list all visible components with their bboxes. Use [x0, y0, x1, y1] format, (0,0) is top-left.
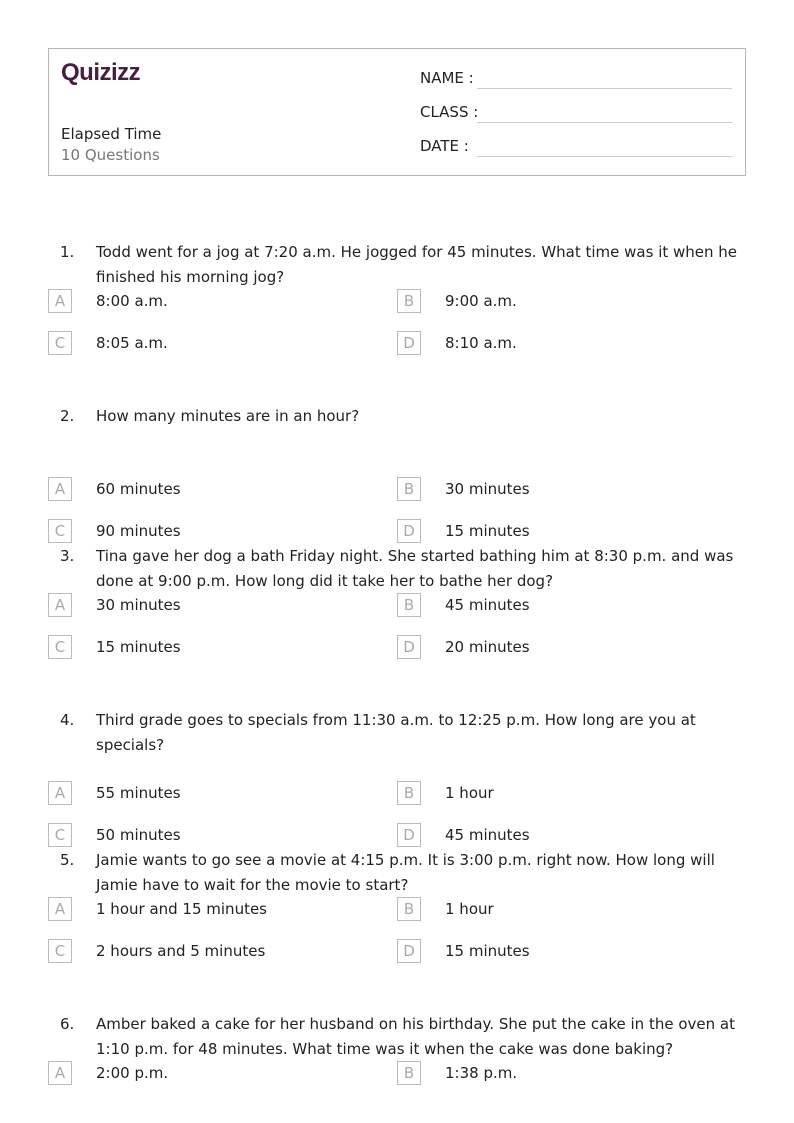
class-label: CLASS : [420, 103, 479, 121]
option-letter-box: A [48, 781, 72, 805]
question-text: Todd went for a jog at 7:20 a.m. He jogged for 45 minutes. What time was it when he finished his morning jog? [96, 243, 738, 286]
option-letter-box: B [397, 477, 421, 501]
worksheet-header [48, 48, 746, 176]
name-label: NAME : [420, 69, 474, 87]
question-text: Tina gave her dog a bath Friday night. She started bathing him at 8:30 p.m. and was done at 9:00 p.m. How long did it take her to bathe her dog? [96, 547, 734, 590]
class-line [477, 122, 732, 123]
option-letter-box: D [397, 519, 421, 543]
option-text: 2:00 p.m. [96, 1064, 169, 1082]
question-count: 10 Questions [61, 146, 160, 164]
option-letter-box: B [397, 897, 421, 921]
option-text: 20 minutes [445, 638, 530, 656]
option-text: 9:00 a.m. [445, 292, 517, 310]
option-text: 1 hour [445, 784, 494, 802]
option-text: 55 minutes [96, 784, 181, 802]
option-letter-box: A [48, 593, 72, 617]
option-letter-box: C [48, 823, 72, 847]
option-letter-box: C [48, 519, 72, 543]
option-text: 2 hours and 5 minutes [96, 942, 266, 960]
option-letter-box: B [397, 781, 421, 805]
option-text: 1 hour [445, 900, 494, 918]
date-label: DATE : [420, 137, 469, 155]
option-letter-box: B [397, 593, 421, 617]
option-text: 60 minutes [96, 480, 181, 498]
option-text: 8:05 a.m. [96, 334, 168, 352]
option-letter-box: C [48, 331, 72, 355]
question-number: 5. [60, 851, 75, 869]
option-letter-box: B [397, 1061, 421, 1085]
option-letter-box: A [48, 477, 72, 501]
option-text: 45 minutes [445, 826, 530, 844]
question-number: 3. [60, 547, 75, 565]
option-text: 1:38 p.m. [445, 1064, 518, 1082]
option-text: 90 minutes [96, 522, 181, 540]
date-line [477, 156, 732, 157]
question-text: Amber baked a cake for her husband on his birthday. She put the cake in the oven at 1:10 p.m. for 48 minutes. What time was it when the cake was done baking? [96, 1015, 735, 1058]
question-text: How many minutes are in an hour? [96, 407, 360, 425]
option-letter-box: C [48, 635, 72, 659]
class-field[interactable] [420, 103, 478, 121]
option-letter-box: A [48, 897, 72, 921]
option-text: 8:00 a.m. [96, 292, 168, 310]
option-text: 30 minutes [445, 480, 530, 498]
worksheet-title: Elapsed Time [61, 125, 162, 143]
option-text: 15 minutes [445, 522, 530, 540]
option-letter-box: C [48, 939, 72, 963]
option-letter-box: A [48, 289, 72, 313]
question-text: Jamie wants to go see a movie at 4:15 p.m. It is 3:00 p.m. right now. How long will Jamie have to wait for the movie to start? [96, 851, 715, 894]
date-field[interactable] [420, 137, 469, 155]
option-letter-box: D [397, 331, 421, 355]
option-letter-box: D [397, 823, 421, 847]
option-text: 15 minutes [445, 942, 530, 960]
question-number: 1. [60, 243, 75, 261]
name-line [477, 88, 732, 89]
option-letter-box: A [48, 1061, 72, 1085]
name-field[interactable] [420, 69, 474, 87]
question-number: 6. [60, 1015, 75, 1033]
quizizz-logo: Quizizz [61, 59, 141, 86]
option-text: 50 minutes [96, 826, 181, 844]
question-text: Third grade goes to specials from 11:30 a.m. to 12:25 p.m. How long are you at specials? [96, 711, 696, 754]
option-text: 15 minutes [96, 638, 181, 656]
option-letter-box: B [397, 289, 421, 313]
option-text: 45 minutes [445, 596, 530, 614]
question-number: 4. [60, 711, 75, 729]
option-letter-box: D [397, 939, 421, 963]
option-letter-box: D [397, 635, 421, 659]
option-text: 30 minutes [96, 596, 181, 614]
question-number: 2. [60, 407, 75, 425]
option-text: 8:10 a.m. [445, 334, 517, 352]
option-text: 1 hour and 15 minutes [96, 900, 267, 918]
